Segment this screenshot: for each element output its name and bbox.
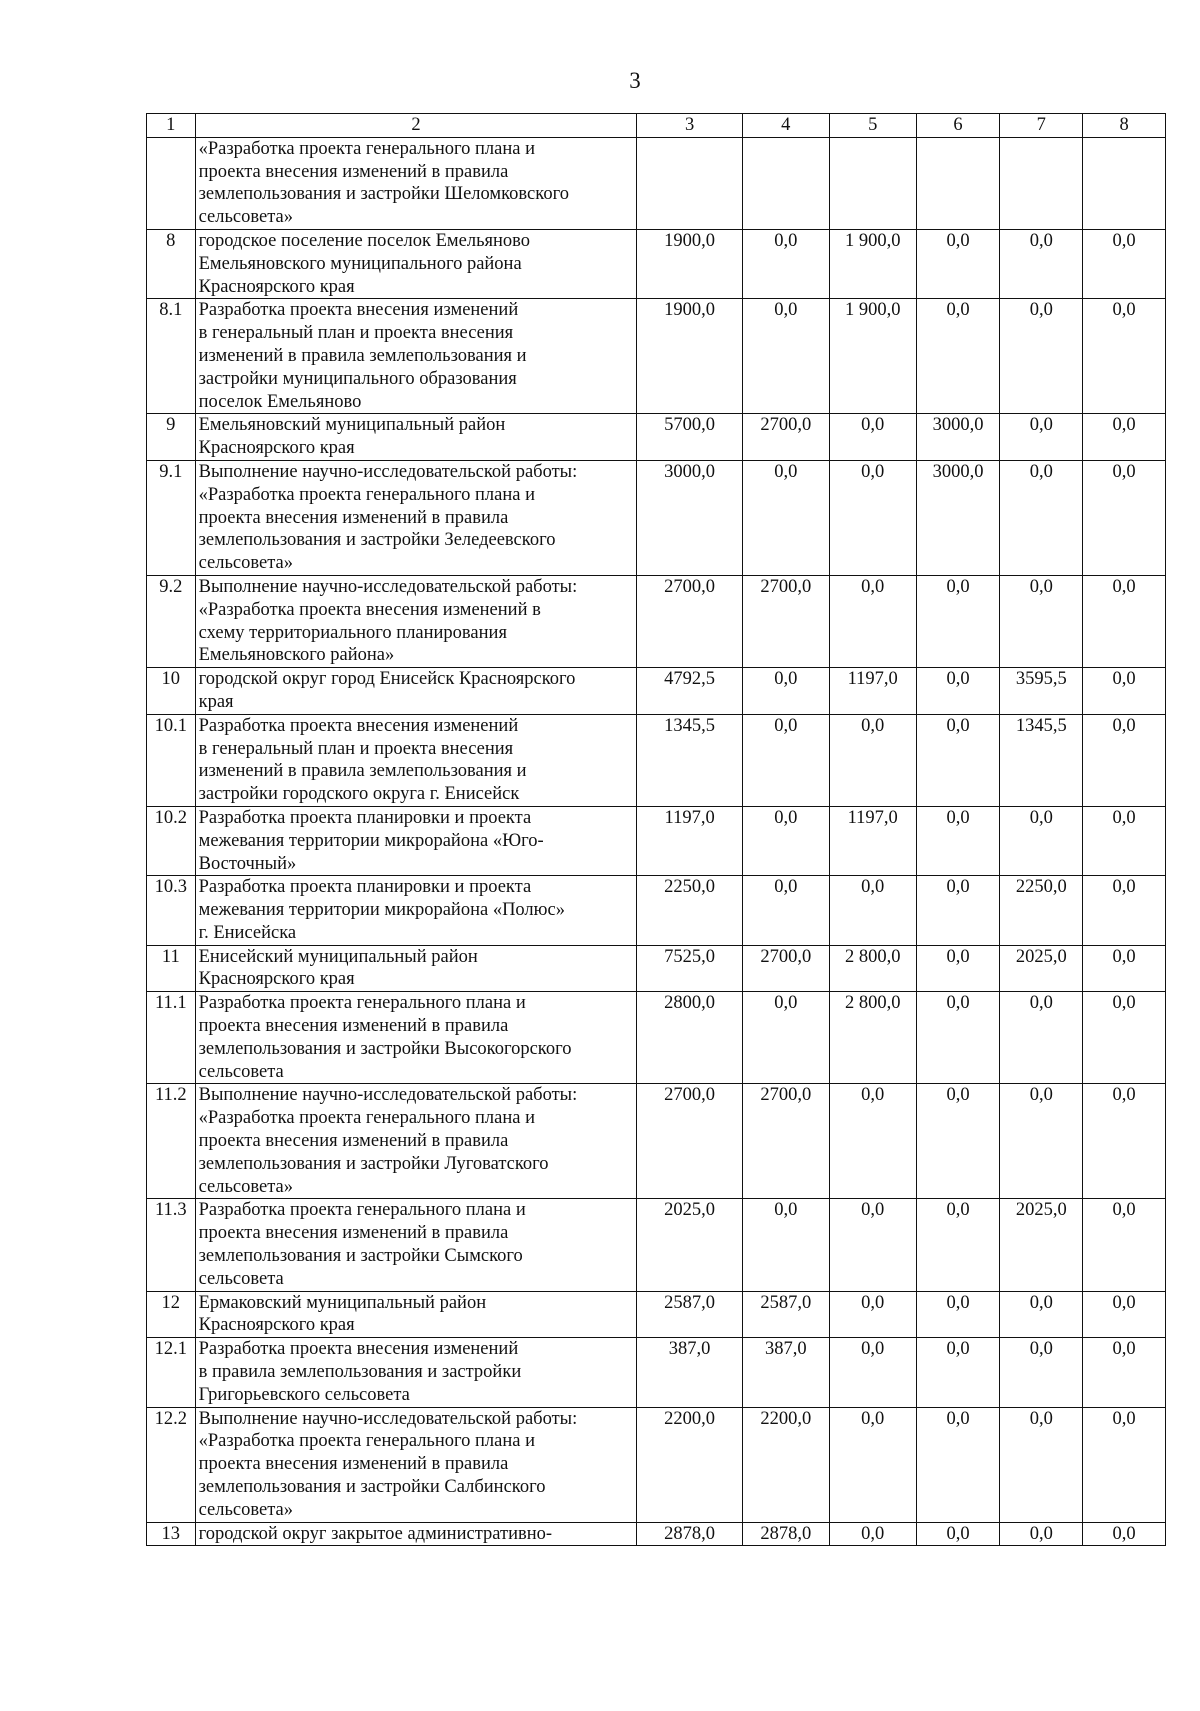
value-cell-col-4: 2587,0 bbox=[742, 1291, 829, 1338]
table-row bbox=[147, 460, 1166, 575]
value-cell-col-8: 0,0 bbox=[1083, 1522, 1166, 1546]
row-name-cell: Разработка проекта внесения изменений в генеральный план и проекта внесения изменений в правила землепользования и застройки городского округа г. Енисейск bbox=[195, 714, 637, 806]
row-name-cell: Выполнение научно-исследовательской работы: «Разработка проекта генерального плана и проекта внесения изменений в правила землепользования и застройки Зеледеевского сельсовета» bbox=[195, 460, 637, 575]
value-cell-col-5: 0,0 bbox=[829, 1199, 916, 1291]
value-cell-col-7: 0,0 bbox=[1000, 992, 1083, 1084]
value-cell-col-5: 0,0 bbox=[829, 1084, 916, 1199]
value-cell-col-3: 1900,0 bbox=[637, 299, 743, 414]
value-cell-col-7: 0,0 bbox=[1000, 1291, 1083, 1338]
table-row bbox=[147, 945, 1166, 992]
row-number-cell: 11 bbox=[147, 945, 196, 992]
value-cell-col-6: 0,0 bbox=[916, 945, 1000, 992]
table-row bbox=[147, 1522, 1166, 1546]
column-header-2: 2 bbox=[195, 114, 637, 138]
row-number-cell: 8 bbox=[147, 229, 196, 298]
value-cell-col-7: 0,0 bbox=[1000, 1084, 1083, 1199]
column-header-8: 8 bbox=[1083, 114, 1166, 138]
value-cell-col-7: 0,0 bbox=[1000, 806, 1083, 875]
table-row bbox=[147, 714, 1166, 806]
value-cell-col-3: 7525,0 bbox=[637, 945, 743, 992]
row-name-cell: Выполнение научно-исследовательской работы: «Разработка проекта генерального плана и проекта внесения изменений в правила землепользования и застройки Салбинского сельсовета» bbox=[195, 1407, 637, 1522]
column-header-5: 5 bbox=[829, 114, 916, 138]
value-cell-col-3: 2800,0 bbox=[637, 992, 743, 1084]
row-number-cell: 10.3 bbox=[147, 876, 196, 945]
value-cell-col-5 bbox=[829, 137, 916, 229]
value-cell-col-5: 2 800,0 bbox=[829, 992, 916, 1084]
value-cell-col-5: 0,0 bbox=[829, 460, 916, 575]
value-cell-col-7: 0,0 bbox=[1000, 460, 1083, 575]
column-header-1: 1 bbox=[147, 114, 196, 138]
row-number-cell: 12.1 bbox=[147, 1338, 196, 1407]
row-name-cell: Емельяновский муниципальный район Красноярского края bbox=[195, 414, 637, 461]
value-cell-col-7 bbox=[1000, 137, 1083, 229]
value-cell-col-8: 0,0 bbox=[1083, 1407, 1166, 1522]
table-row bbox=[147, 1199, 1166, 1291]
value-cell-col-3: 5700,0 bbox=[637, 414, 743, 461]
value-cell-col-4: 2700,0 bbox=[742, 414, 829, 461]
value-cell-col-7: 2025,0 bbox=[1000, 945, 1083, 992]
value-cell-col-6: 0,0 bbox=[916, 992, 1000, 1084]
table-body bbox=[147, 137, 1166, 1546]
value-cell-col-5: 2 800,0 bbox=[829, 945, 916, 992]
value-cell-col-7: 0,0 bbox=[1000, 414, 1083, 461]
value-cell-col-3: 3000,0 bbox=[637, 460, 743, 575]
value-cell-col-3: 4792,5 bbox=[637, 668, 743, 715]
value-cell-col-4: 2700,0 bbox=[742, 575, 829, 667]
value-cell-col-4: 2700,0 bbox=[742, 945, 829, 992]
value-cell-col-3 bbox=[637, 137, 743, 229]
value-cell-col-3: 2200,0 bbox=[637, 1407, 743, 1522]
value-cell-col-7: 2025,0 bbox=[1000, 1199, 1083, 1291]
value-cell-col-8: 0,0 bbox=[1083, 992, 1166, 1084]
table-row bbox=[147, 414, 1166, 461]
row-name-cell: Енисейский муниципальный район Красноярского края bbox=[195, 945, 637, 992]
value-cell-col-4: 2878,0 bbox=[742, 1522, 829, 1546]
value-cell-col-5: 1197,0 bbox=[829, 668, 916, 715]
table-row bbox=[147, 1291, 1166, 1338]
value-cell-col-8: 0,0 bbox=[1083, 1291, 1166, 1338]
value-cell-col-6: 0,0 bbox=[916, 1338, 1000, 1407]
value-cell-col-6: 0,0 bbox=[916, 876, 1000, 945]
value-cell-col-7: 0,0 bbox=[1000, 1338, 1083, 1407]
value-cell-col-7: 0,0 bbox=[1000, 229, 1083, 298]
row-number-cell bbox=[147, 137, 196, 229]
table-row bbox=[147, 1407, 1166, 1522]
value-cell-col-7: 2250,0 bbox=[1000, 876, 1083, 945]
value-cell-col-5: 0,0 bbox=[829, 1291, 916, 1338]
value-cell-col-6: 0,0 bbox=[916, 668, 1000, 715]
value-cell-col-4: 0,0 bbox=[742, 229, 829, 298]
row-name-cell: «Разработка проекта генерального плана и проекта внесения изменений в правила землепользования и застройки Шеломковского сельсовета» bbox=[195, 137, 637, 229]
value-cell-col-6: 3000,0 bbox=[916, 414, 1000, 461]
value-cell-col-3: 2587,0 bbox=[637, 1291, 743, 1338]
table-row bbox=[147, 137, 1166, 229]
table-header bbox=[147, 114, 1166, 138]
value-cell-col-8: 0,0 bbox=[1083, 876, 1166, 945]
value-cell-col-3: 2700,0 bbox=[637, 1084, 743, 1199]
value-cell-col-7: 3595,5 bbox=[1000, 668, 1083, 715]
value-cell-col-6: 0,0 bbox=[916, 1199, 1000, 1291]
table-row bbox=[147, 229, 1166, 298]
value-cell-col-4: 0,0 bbox=[742, 1199, 829, 1291]
value-cell-col-8: 0,0 bbox=[1083, 1199, 1166, 1291]
value-cell-col-4: 0,0 bbox=[742, 668, 829, 715]
row-name-cell: Ермаковский муниципальный район Красноярского края bbox=[195, 1291, 637, 1338]
value-cell-col-8: 0,0 bbox=[1083, 414, 1166, 461]
table-row bbox=[147, 992, 1166, 1084]
column-header-4: 4 bbox=[742, 114, 829, 138]
table-row bbox=[147, 876, 1166, 945]
row-number-cell: 10.1 bbox=[147, 714, 196, 806]
value-cell-col-8: 0,0 bbox=[1083, 945, 1166, 992]
value-cell-col-5: 0,0 bbox=[829, 714, 916, 806]
value-cell-col-6: 0,0 bbox=[916, 1407, 1000, 1522]
value-cell-col-4: 0,0 bbox=[742, 992, 829, 1084]
value-cell-col-6 bbox=[916, 137, 1000, 229]
value-cell-col-8: 0,0 bbox=[1083, 714, 1166, 806]
value-cell-col-4: 0,0 bbox=[742, 299, 829, 414]
value-cell-col-8: 0,0 bbox=[1083, 806, 1166, 875]
header-row bbox=[147, 114, 1166, 138]
value-cell-col-3: 2250,0 bbox=[637, 876, 743, 945]
row-name-cell: городское поселение поселок Емельяново Емельяновского муниципального района Красноярского края bbox=[195, 229, 637, 298]
row-name-cell: Выполнение научно-исследовательской работы: «Разработка проекта внесения изменений в схему территориального планирования Емельяновского района» bbox=[195, 575, 637, 667]
value-cell-col-7: 0,0 bbox=[1000, 575, 1083, 667]
value-cell-col-5: 0,0 bbox=[829, 1407, 916, 1522]
column-header-7: 7 bbox=[1000, 114, 1083, 138]
value-cell-col-8: 0,0 bbox=[1083, 229, 1166, 298]
value-cell-col-6: 0,0 bbox=[916, 714, 1000, 806]
value-cell-col-6: 0,0 bbox=[916, 575, 1000, 667]
value-cell-col-6: 0,0 bbox=[916, 1084, 1000, 1199]
table-row bbox=[147, 668, 1166, 715]
value-cell-col-7: 1345,5 bbox=[1000, 714, 1083, 806]
value-cell-col-3: 2878,0 bbox=[637, 1522, 743, 1546]
row-number-cell: 11.3 bbox=[147, 1199, 196, 1291]
value-cell-col-3: 2700,0 bbox=[637, 575, 743, 667]
row-name-cell: городской округ закрытое административно- bbox=[195, 1522, 637, 1546]
row-name-cell: Разработка проекта планировки и проекта межевания территории микрорайона «Полюс» г. Енисейска bbox=[195, 876, 637, 945]
page-number: 3 bbox=[629, 68, 641, 93]
value-cell-col-6: 0,0 bbox=[916, 229, 1000, 298]
value-cell-col-3: 1345,5 bbox=[637, 714, 743, 806]
value-cell-col-8: 0,0 bbox=[1083, 299, 1166, 414]
value-cell-col-4 bbox=[742, 137, 829, 229]
column-header-3: 3 bbox=[637, 114, 743, 138]
value-cell-col-5: 1 900,0 bbox=[829, 229, 916, 298]
value-cell-col-6: 0,0 bbox=[916, 299, 1000, 414]
value-cell-col-6: 3000,0 bbox=[916, 460, 1000, 575]
value-cell-col-6: 0,0 bbox=[916, 1522, 1000, 1546]
row-number-cell: 9.2 bbox=[147, 575, 196, 667]
value-cell-col-3: 1197,0 bbox=[637, 806, 743, 875]
value-cell-col-4: 0,0 bbox=[742, 714, 829, 806]
row-number-cell: 10 bbox=[147, 668, 196, 715]
value-cell-col-7: 0,0 bbox=[1000, 1407, 1083, 1522]
value-cell-col-8: 0,0 bbox=[1083, 1084, 1166, 1199]
value-cell-col-5: 0,0 bbox=[829, 1522, 916, 1546]
table-row bbox=[147, 1338, 1166, 1407]
row-name-cell: Разработка проекта планировки и проекта межевания территории микрорайона «Юго- Восточный» bbox=[195, 806, 637, 875]
value-cell-col-4: 0,0 bbox=[742, 876, 829, 945]
value-cell-col-7: 0,0 bbox=[1000, 1522, 1083, 1546]
row-name-cell: городской округ город Енисейск Красноярского края bbox=[195, 668, 637, 715]
row-name-cell: Разработка проекта внесения изменений в правила землепользования и застройки Григорьевского сельсовета bbox=[195, 1338, 637, 1407]
value-cell-col-3: 1900,0 bbox=[637, 229, 743, 298]
row-number-cell: 8.1 bbox=[147, 299, 196, 414]
value-cell-col-8: 0,0 bbox=[1083, 668, 1166, 715]
table-row bbox=[147, 575, 1166, 667]
row-name-cell: Разработка проекта генерального плана и проекта внесения изменений в правила землепользования и застройки Сымского сельсовета bbox=[195, 1199, 637, 1291]
value-cell-col-8: 0,0 bbox=[1083, 575, 1166, 667]
value-cell-col-5: 1 900,0 bbox=[829, 299, 916, 414]
value-cell-col-5: 0,0 bbox=[829, 1338, 916, 1407]
row-number-cell: 13 bbox=[147, 1522, 196, 1546]
column-header-6: 6 bbox=[916, 114, 1000, 138]
row-name-cell: Выполнение научно-исследовательской работы: «Разработка проекта генерального плана и проекта внесения изменений в правила землепользования и застройки Луговатского сельсовета» bbox=[195, 1084, 637, 1199]
row-number-cell: 10.2 bbox=[147, 806, 196, 875]
value-cell-col-3: 387,0 bbox=[637, 1338, 743, 1407]
row-number-cell: 11.2 bbox=[147, 1084, 196, 1199]
row-name-cell: Разработка проекта внесения изменений в генеральный план и проекта внесения изменений в правила землепользования и застройки муниципального образования поселок Емельяново bbox=[195, 299, 637, 414]
row-name-cell: Разработка проекта генерального плана и проекта внесения изменений в правила землепользования и застройки Высокогорского сельсовета bbox=[195, 992, 637, 1084]
row-number-cell: 12 bbox=[147, 1291, 196, 1338]
table-row bbox=[147, 806, 1166, 875]
value-cell-col-3: 2025,0 bbox=[637, 1199, 743, 1291]
row-number-cell: 11.1 bbox=[147, 992, 196, 1084]
value-cell-col-4: 387,0 bbox=[742, 1338, 829, 1407]
value-cell-col-6: 0,0 bbox=[916, 1291, 1000, 1338]
value-cell-col-7: 0,0 bbox=[1000, 299, 1083, 414]
row-number-cell: 12.2 bbox=[147, 1407, 196, 1522]
value-cell-col-5: 0,0 bbox=[829, 575, 916, 667]
value-cell-col-8: 0,0 bbox=[1083, 1338, 1166, 1407]
value-cell-col-8 bbox=[1083, 137, 1166, 229]
value-cell-col-4: 0,0 bbox=[742, 460, 829, 575]
table-row bbox=[147, 299, 1166, 414]
value-cell-col-4: 0,0 bbox=[742, 806, 829, 875]
row-number-cell: 9 bbox=[147, 414, 196, 461]
row-number-cell: 9.1 bbox=[147, 460, 196, 575]
value-cell-col-5: 1197,0 bbox=[829, 806, 916, 875]
budget-table bbox=[146, 113, 1166, 1546]
value-cell-col-4: 2200,0 bbox=[742, 1407, 829, 1522]
value-cell-col-8: 0,0 bbox=[1083, 460, 1166, 575]
value-cell-col-4: 2700,0 bbox=[742, 1084, 829, 1199]
value-cell-col-6: 0,0 bbox=[916, 806, 1000, 875]
value-cell-col-5: 0,0 bbox=[829, 876, 916, 945]
table-row bbox=[147, 1084, 1166, 1199]
value-cell-col-5: 0,0 bbox=[829, 414, 916, 461]
